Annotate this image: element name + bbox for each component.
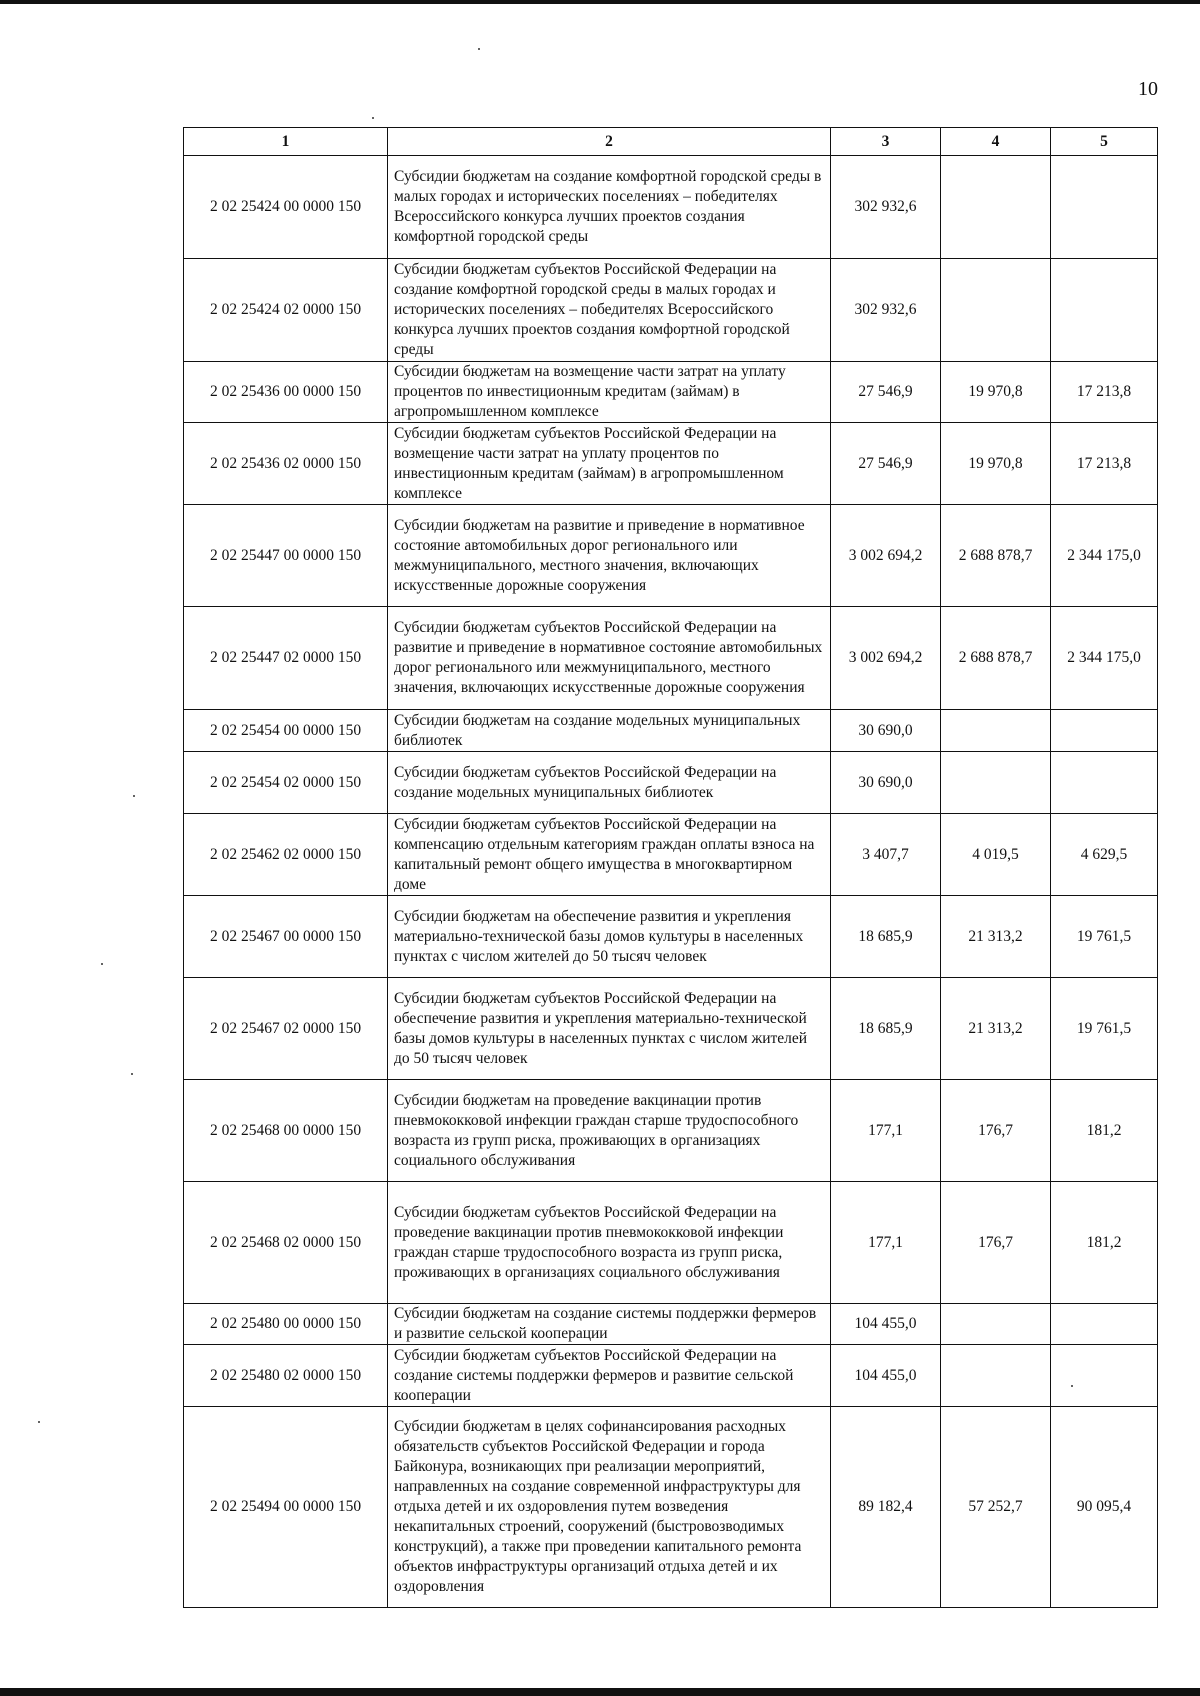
table-row — [184, 423, 1158, 505]
amount-col-5: 2 344 175,0 — [1051, 505, 1158, 607]
amount-col-3: 3 407,7 — [831, 814, 941, 896]
table-row — [184, 505, 1158, 607]
amount-col-3: 302 932,6 — [831, 156, 941, 259]
amount-col-5: 4 629,5 — [1051, 814, 1158, 896]
amount-col-4 — [941, 156, 1051, 259]
header-col-2: 2 — [388, 128, 831, 156]
description: Субсидии бюджетам субъектов Российской Федерации на обеспечение развития и укрепления материально-технической базы домов культуры в населенных пунктах с числом жителей до 50 тысяч человек — [388, 978, 831, 1080]
amount-col-3: 302 932,6 — [831, 259, 941, 362]
budget-code: 2 02 25454 00 0000 150 — [184, 710, 388, 752]
scan-speck — [372, 117, 374, 119]
amount-col-3: 30 690,0 — [831, 752, 941, 814]
table-row — [184, 1407, 1158, 1608]
amount-col-4: 2 688 878,7 — [941, 607, 1051, 710]
budget-code: 2 02 25454 02 0000 150 — [184, 752, 388, 814]
table-row — [184, 607, 1158, 710]
budget-code: 2 02 25468 00 0000 150 — [184, 1080, 388, 1182]
description: Субсидии бюджетам субъектов Российской Федерации на создание модельных муниципальных библиотек — [388, 752, 831, 814]
budget-code: 2 02 25436 02 0000 150 — [184, 423, 388, 505]
description: Субсидии бюджетам субъектов Российской Федерации на возмещение части затрат на уплату процентов по инвестиционным кредитам (займам) в агропромышленном комплексе — [388, 423, 831, 505]
description: Субсидии бюджетам на обеспечение развития и укрепления материально-технической базы домов культуры в населенных пунктах с числом жителей до 50 тысяч человек — [388, 896, 831, 978]
amount-col-5: 17 213,8 — [1051, 362, 1158, 423]
amount-col-3: 104 455,0 — [831, 1345, 941, 1407]
amount-col-4 — [941, 259, 1051, 362]
budget-code: 2 02 25424 00 0000 150 — [184, 156, 388, 259]
description: Субсидии бюджетам субъектов Российской Федерации на создание системы поддержки фермеров и развитие сельской кооперации — [388, 1345, 831, 1407]
amount-col-4: 21 313,2 — [941, 896, 1051, 978]
table-row — [184, 978, 1158, 1080]
scan-speck — [478, 48, 480, 50]
amount-col-3: 177,1 — [831, 1182, 941, 1304]
amount-col-4 — [941, 752, 1051, 814]
amount-col-4: 4 019,5 — [941, 814, 1051, 896]
description: Субсидии бюджетам на создание модельных муниципальных библиотек — [388, 710, 831, 752]
budget-code: 2 02 25436 00 0000 150 — [184, 362, 388, 423]
amount-col-5 — [1051, 156, 1158, 259]
table-row — [184, 710, 1158, 752]
table-row — [184, 814, 1158, 896]
amount-col-5 — [1051, 710, 1158, 752]
description: Субсидии бюджетам субъектов Российской Федерации на проведение вакцинации против пневмококковой инфекции граждан старше трудоспособного возраста из групп риска, проживающих в организациях социального обслуживания — [388, 1182, 831, 1304]
table-row — [184, 1304, 1158, 1345]
header-col-4: 4 — [941, 128, 1051, 156]
amount-col-4: 176,7 — [941, 1182, 1051, 1304]
amount-col-3: 177,1 — [831, 1080, 941, 1182]
table-row — [184, 752, 1158, 814]
header-row — [184, 128, 1158, 156]
amount-col-5 — [1051, 1304, 1158, 1345]
budget-code: 2 02 25480 02 0000 150 — [184, 1345, 388, 1407]
budget-code: 2 02 25468 02 0000 150 — [184, 1182, 388, 1304]
budget-code: 2 02 25447 02 0000 150 — [184, 607, 388, 710]
table-row — [184, 156, 1158, 259]
amount-col-3: 27 546,9 — [831, 423, 941, 505]
header-col-3: 3 — [831, 128, 941, 156]
amount-col-3: 104 455,0 — [831, 1304, 941, 1345]
amount-col-5: 181,2 — [1051, 1080, 1158, 1182]
amount-col-4: 21 313,2 — [941, 978, 1051, 1080]
table-row — [184, 259, 1158, 362]
scan-bottom-border — [0, 1688, 1200, 1696]
description: Субсидии бюджетам на создание системы поддержки фермеров и развитие сельской кооперации — [388, 1304, 831, 1345]
description: Субсидии бюджетам субъектов Российской Федерации на развитие и приведение в нормативное состояние автомобильных дорог регионального или межмуниципального, местного значения, включающих искусственные дорожные сооружения — [388, 607, 831, 710]
description: Субсидии бюджетам на создание комфортной городской среды в малых городах и исторических поселениях – победителях Всероссийского конкурса лучших проектов создания комфортной городской среды — [388, 156, 831, 259]
amount-col-5: 90 095,4 — [1051, 1407, 1158, 1608]
description: Субсидии бюджетам на возмещение части затрат на уплату процентов по инвестиционным кредитам (займам) в агропромышленном комплексе — [388, 362, 831, 423]
header-col-5: 5 — [1051, 128, 1158, 156]
amount-col-5: 181,2 — [1051, 1182, 1158, 1304]
scan-speck — [133, 795, 135, 797]
amount-col-3: 3 002 694,2 — [831, 505, 941, 607]
amount-col-3: 30 690,0 — [831, 710, 941, 752]
amount-col-5: 17 213,8 — [1051, 423, 1158, 505]
scan-top-border — [0, 0, 1200, 4]
scan-speck — [101, 963, 103, 965]
amount-col-4 — [941, 1304, 1051, 1345]
revenue-table — [183, 127, 1158, 1608]
budget-code: 2 02 25467 00 0000 150 — [184, 896, 388, 978]
table-row — [184, 1345, 1158, 1407]
table-row — [184, 896, 1158, 978]
amount-col-5 — [1051, 752, 1158, 814]
description: Субсидии бюджетам на проведение вакцинации против пневмококковой инфекции граждан старше трудоспособного возраста из групп риска, проживающих в организациях социального обслуживания — [388, 1080, 831, 1182]
amount-col-5 — [1051, 1345, 1158, 1407]
budget-code: 2 02 25467 02 0000 150 — [184, 978, 388, 1080]
page-number: 10 — [1138, 78, 1158, 100]
table-row — [184, 1182, 1158, 1304]
amount-col-4: 2 688 878,7 — [941, 505, 1051, 607]
amount-col-5: 19 761,5 — [1051, 896, 1158, 978]
amount-col-3: 18 685,9 — [831, 978, 941, 1080]
amount-col-4: 19 970,8 — [941, 362, 1051, 423]
amount-col-4 — [941, 710, 1051, 752]
amount-col-3: 89 182,4 — [831, 1407, 941, 1608]
amount-col-5: 19 761,5 — [1051, 978, 1158, 1080]
description: Субсидии бюджетам субъектов Российской Федерации на компенсацию отдельным категориям граждан оплаты взноса на капитальный ремонт общего имущества в многоквартирном доме — [388, 814, 831, 896]
amount-col-5 — [1051, 259, 1158, 362]
amount-col-4: 176,7 — [941, 1080, 1051, 1182]
scan-speck — [131, 1073, 133, 1075]
amount-col-4: 19 970,8 — [941, 423, 1051, 505]
budget-code: 2 02 25424 02 0000 150 — [184, 259, 388, 362]
table-row — [184, 362, 1158, 423]
scan-speck — [38, 1421, 40, 1423]
amount-col-3: 27 546,9 — [831, 362, 941, 423]
table-row — [184, 1080, 1158, 1182]
amount-col-5: 2 344 175,0 — [1051, 607, 1158, 710]
description: Субсидии бюджетам на развитие и приведение в нормативное состояние автомобильных дорог регионального или межмуниципального, местного значения, включающих искусственные дорожные сооружения — [388, 505, 831, 607]
amount-col-3: 18 685,9 — [831, 896, 941, 978]
header-col-1: 1 — [184, 128, 388, 156]
budget-code: 2 02 25447 00 0000 150 — [184, 505, 388, 607]
amount-col-4 — [941, 1345, 1051, 1407]
budget-code: 2 02 25480 00 0000 150 — [184, 1304, 388, 1345]
budget-code: 2 02 25462 02 0000 150 — [184, 814, 388, 896]
amount-col-4: 57 252,7 — [941, 1407, 1051, 1608]
amount-col-3: 3 002 694,2 — [831, 607, 941, 710]
description: Субсидии бюджетам субъектов Российской Федерации на создание комфортной городской среды в малых городах и исторических поселениях – победителях Всероссийского конкурса лучших проектов создания комфортной городской среды — [388, 259, 831, 362]
budget-code: 2 02 25494 00 0000 150 — [184, 1407, 388, 1608]
description: Субсидии бюджетам в целях софинансирования расходных обязательств субъектов Российской Федерации и города Байконура, возникающих при реализации мероприятий, направленных на создание современной инфраструктуры для отдыха детей и их оздоровления путем возведения некапитальных строений, сооружений (быстровозводимых конструкций), а также при проведении капитального ремонта объектов инфраструктуры организаций отдыха детей и их оздоровления — [388, 1407, 831, 1608]
